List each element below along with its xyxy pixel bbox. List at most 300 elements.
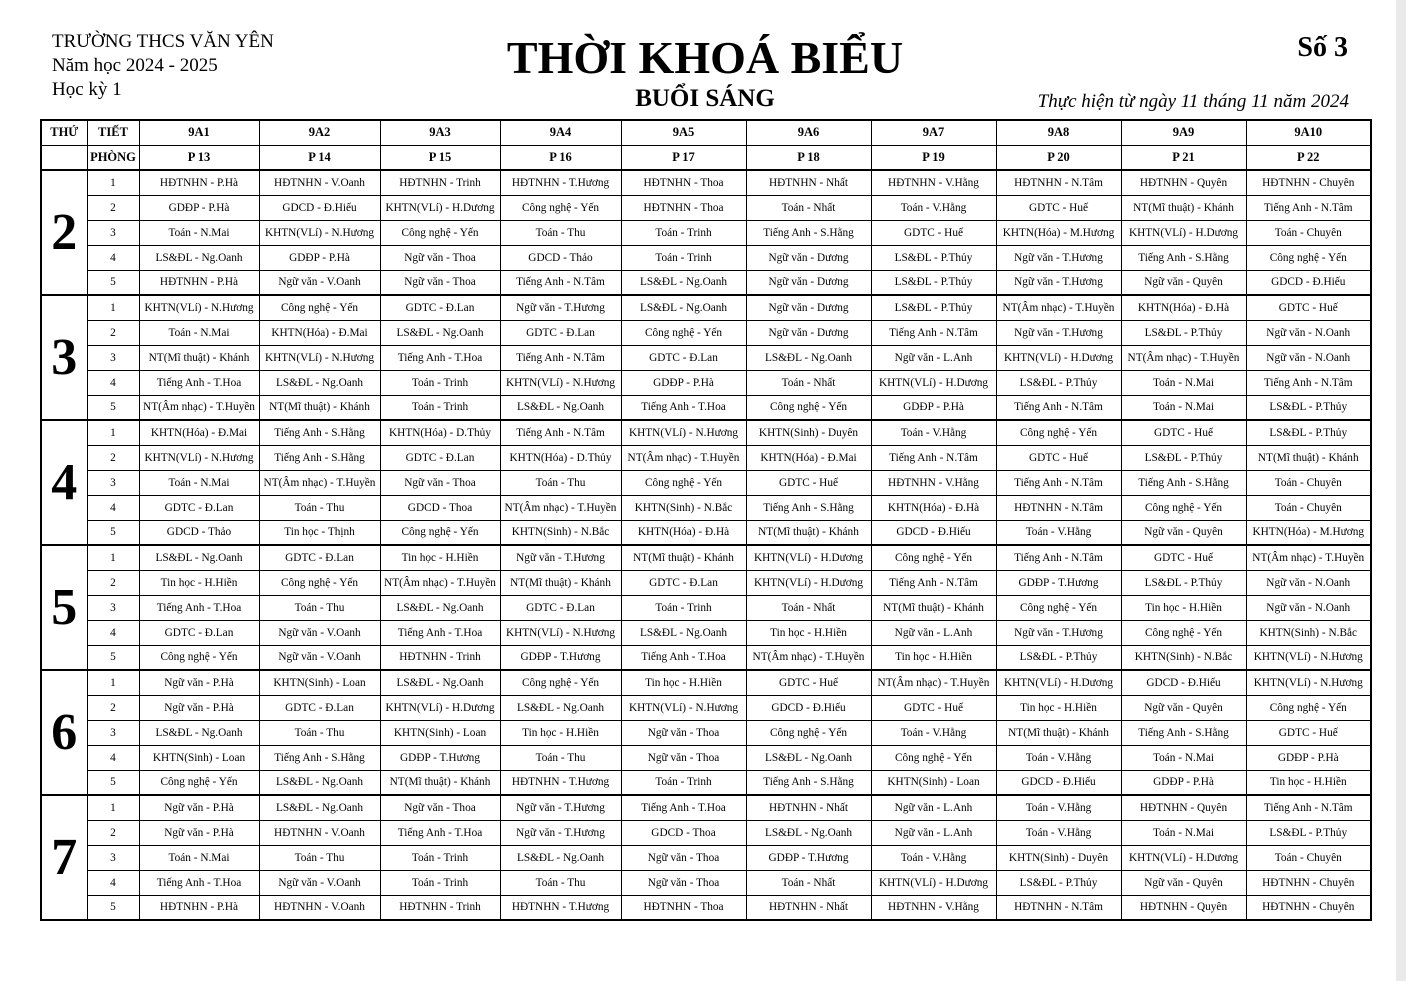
lesson-cell: GDĐP - P.Hà: [1246, 745, 1371, 770]
lesson-cell: NT(Mĩ thuật) - Khánh: [259, 395, 380, 420]
lesson-cell: Toán - V.Hằng: [871, 845, 996, 870]
lesson-cell: GDTC - Huế: [871, 695, 996, 720]
lesson-cell: KHTN(Hóa) - Đ.Mai: [139, 420, 259, 445]
lesson-cell: NT(Mĩ thuật) - Khánh: [746, 520, 871, 545]
room-header: P 20: [996, 145, 1121, 170]
lesson-cell: Ngữ văn - L.Anh: [871, 795, 996, 820]
lesson-cell: GDTC - Huế: [746, 670, 871, 695]
lesson-cell: GDĐP - P.Hà: [259, 245, 380, 270]
lesson-cell: Toán - Trinh: [380, 395, 500, 420]
lesson-cell: Ngữ văn - Quyên: [1121, 870, 1246, 895]
lesson-cell: Ngữ văn - Thoa: [380, 270, 500, 295]
period-number: 5: [87, 270, 139, 295]
timetable: [40, 119, 1372, 921]
lesson-cell: Công nghệ - Yến: [996, 420, 1121, 445]
lesson-cell: Ngữ văn - N.Oanh: [1246, 595, 1371, 620]
room-header: P 17: [621, 145, 746, 170]
period-number: 3: [87, 845, 139, 870]
period-number: 2: [87, 445, 139, 470]
period-number: 5: [87, 645, 139, 670]
lesson-cell: Tin học - H.Hiền: [500, 720, 621, 745]
lesson-cell: HĐTNHN - V.Hằng: [871, 470, 996, 495]
table-row: [41, 795, 1371, 820]
lesson-cell: Tiếng Anh - S.Hằng: [259, 445, 380, 470]
lesson-cell: Tiếng Anh - S.Hằng: [1121, 245, 1246, 270]
lesson-cell: Công nghệ - Yến: [1246, 245, 1371, 270]
lesson-cell: Toán - V.Hằng: [871, 195, 996, 220]
table-row: [41, 570, 1371, 595]
lesson-cell: NT(Âm nhạc) - T.Huyền: [871, 670, 996, 695]
lesson-cell: Ngữ văn - T.Hương: [500, 295, 621, 320]
period-number: 4: [87, 245, 139, 270]
lesson-cell: LS&ĐL - P.Thủy: [1246, 395, 1371, 420]
lesson-cell: GDĐP - P.Hà: [139, 195, 259, 220]
lesson-cell: KHTN(VLí) - H.Dương: [1121, 845, 1246, 870]
lesson-cell: LS&ĐL - P.Thủy: [996, 870, 1121, 895]
lesson-cell: GDTC - Huế: [996, 445, 1121, 470]
lesson-cell: Toán - Trinh: [380, 870, 500, 895]
lesson-cell: Tiếng Anh - S.Hằng: [259, 420, 380, 445]
lesson-cell: Toán - N.Mai: [1121, 395, 1246, 420]
lesson-cell: Toán - Trinh: [621, 220, 746, 245]
lesson-cell: Toán - Thu: [259, 720, 380, 745]
lesson-cell: KHTN(Hóa) - M.Hương: [1246, 520, 1371, 545]
lesson-cell: GDTC - Huế: [871, 220, 996, 245]
lesson-cell: KHTN(VLí) - H.Dương: [996, 345, 1121, 370]
lesson-cell: KHTN(Hóa) - Đ.Hà: [871, 495, 996, 520]
period-number: 1: [87, 795, 139, 820]
day-label: 3: [41, 295, 87, 420]
lesson-cell: HĐTNHN - P.Hà: [139, 895, 259, 920]
lesson-cell: Toán - V.Hằng: [996, 820, 1121, 845]
lesson-cell: KHTN(VLí) - N.Hương: [500, 620, 621, 645]
period-number: 5: [87, 895, 139, 920]
lesson-cell: Công nghệ - Yến: [1246, 695, 1371, 720]
lesson-cell: Ngữ văn - T.Hương: [996, 270, 1121, 295]
lesson-cell: Toán - Thu: [259, 495, 380, 520]
period-number: 1: [87, 420, 139, 445]
table-row: [41, 845, 1371, 870]
lesson-cell: LS&ĐL - P.Thủy: [996, 370, 1121, 395]
lesson-cell: KHTN(Sinh) - N.Bắc: [1246, 620, 1371, 645]
school-year: Năm học 2024 - 2025: [52, 55, 218, 76]
lesson-cell: LS&ĐL - P.Thủy: [1246, 820, 1371, 845]
lesson-cell: Ngữ văn - Thoa: [621, 845, 746, 870]
lesson-cell: LS&ĐL - Ng.Oanh: [621, 270, 746, 295]
lesson-cell: GDTC - Đ.Lan: [139, 620, 259, 645]
lesson-cell: Tin học - H.Hiền: [380, 545, 500, 570]
lesson-cell: NT(Âm nhạc) - T.Huyền: [259, 470, 380, 495]
lesson-cell: Ngữ văn - V.Oanh: [259, 870, 380, 895]
lesson-cell: GDCD - Đ.Hiếu: [259, 195, 380, 220]
table-row: [41, 270, 1371, 295]
lesson-cell: Toán - N.Mai: [139, 470, 259, 495]
table-row: [41, 195, 1371, 220]
lesson-cell: HĐTNHN - Chuyên: [1246, 895, 1371, 920]
lesson-cell: Toán - N.Mai: [139, 220, 259, 245]
period-number: 2: [87, 195, 139, 220]
lesson-cell: Tiếng Anh - S.Hằng: [746, 220, 871, 245]
lesson-cell: Toán - V.Hằng: [871, 420, 996, 445]
lesson-cell: KHTN(VLí) - N.Hương: [1246, 670, 1371, 695]
lesson-cell: Tiếng Anh - N.Tâm: [500, 345, 621, 370]
lesson-cell: HĐTNHN - Quyên: [1121, 895, 1246, 920]
period-number: 4: [87, 745, 139, 770]
class-header: 9A7: [871, 120, 996, 145]
lesson-cell: LS&ĐL - Ng.Oanh: [621, 295, 746, 320]
lesson-cell: NT(Mĩ thuật) - Khánh: [996, 720, 1121, 745]
lesson-cell: HĐTNHN - Chuyên: [1246, 870, 1371, 895]
lesson-cell: Ngữ văn - P.Hà: [139, 820, 259, 845]
lesson-cell: KHTN(Sinh) - Loan: [380, 720, 500, 745]
lesson-cell: LS&ĐL - P.Thủy: [1121, 570, 1246, 595]
room-header: P 15: [380, 145, 500, 170]
lesson-cell: Ngữ văn - Thoa: [621, 720, 746, 745]
lesson-cell: KHTN(Hóa) - Đ.Mai: [259, 320, 380, 345]
lesson-cell: HĐTNHN - N.Tâm: [996, 895, 1121, 920]
lesson-cell: Ngữ văn - V.Oanh: [259, 645, 380, 670]
effective-date: Thực hiện từ ngày 11 tháng 11 năm 2024: [1037, 91, 1349, 112]
lesson-cell: Toán - N.Mai: [1121, 745, 1246, 770]
lesson-cell: Ngữ văn - Quyên: [1121, 520, 1246, 545]
lesson-cell: HĐTNHN - Thoa: [621, 195, 746, 220]
lesson-cell: Công nghệ - Yến: [139, 645, 259, 670]
lesson-cell: Tiếng Anh - N.Tâm: [996, 470, 1121, 495]
lesson-cell: GDTC - Đ.Lan: [500, 320, 621, 345]
table-row: [41, 320, 1371, 345]
lesson-cell: HĐTNHN - Nhất: [746, 895, 871, 920]
day-label: 4: [41, 420, 87, 545]
lesson-cell: Tiếng Anh - T.Hoa: [139, 870, 259, 895]
lesson-cell: LS&ĐL - P.Thủy: [1121, 320, 1246, 345]
room-header: P 19: [871, 145, 996, 170]
page-title: THỜI KHOÁ BIỂU: [506, 32, 904, 83]
lesson-cell: Tin học - Thịnh: [259, 520, 380, 545]
lesson-cell: GDTC - Đ.Lan: [621, 345, 746, 370]
table-row: [41, 495, 1371, 520]
table-row: [41, 770, 1371, 795]
header-period: TIẾT: [87, 120, 139, 145]
lesson-cell: Toán - Nhất: [746, 370, 871, 395]
lesson-cell: Ngữ văn - Thoa: [380, 470, 500, 495]
lesson-cell: LS&ĐL - Ng.Oanh: [380, 320, 500, 345]
lesson-cell: LS&ĐL - P.Thủy: [871, 295, 996, 320]
lesson-cell: HĐTNHN - T.Hương: [500, 770, 621, 795]
period-number: 4: [87, 495, 139, 520]
lesson-cell: Tiếng Anh - S.Hằng: [746, 770, 871, 795]
school-name: TRƯỜNG THCS VĂN YÊN: [52, 31, 274, 52]
lesson-cell: NT(Mĩ thuật) - Khánh: [380, 770, 500, 795]
lesson-cell: GDTC - Huế: [996, 195, 1121, 220]
lesson-cell: Toán - V.Hằng: [996, 795, 1121, 820]
lesson-cell: KHTN(VLí) - N.Hương: [139, 445, 259, 470]
lesson-cell: HĐTNHN - Trinh: [380, 895, 500, 920]
lesson-cell: Ngữ văn - L.Anh: [871, 345, 996, 370]
lesson-cell: KHTN(Hóa) - Đ.Mai: [746, 445, 871, 470]
lesson-cell: Tin học - H.Hiền: [139, 570, 259, 595]
lesson-cell: HĐTNHN - Thoa: [621, 895, 746, 920]
lesson-cell: Công nghệ - Yến: [621, 320, 746, 345]
lesson-cell: Ngữ văn - V.Oanh: [259, 620, 380, 645]
period-number: 5: [87, 770, 139, 795]
period-number: 2: [87, 320, 139, 345]
room-header: P 21: [1121, 145, 1246, 170]
lesson-cell: Toán - Trinh: [380, 370, 500, 395]
document-number: Số 3: [1297, 32, 1348, 63]
day-label: 6: [41, 670, 87, 795]
lesson-cell: LS&ĐL - Ng.Oanh: [139, 245, 259, 270]
lesson-cell: Toán - Chuyên: [1246, 220, 1371, 245]
lesson-cell: HĐTNHN - V.Oanh: [259, 820, 380, 845]
lesson-cell: Tin học - H.Hiền: [1121, 595, 1246, 620]
lesson-cell: KHTN(VLí) - H.Dương: [996, 670, 1121, 695]
lesson-cell: Công nghệ - Yến: [871, 545, 996, 570]
lesson-cell: Tin học - H.Hiền: [621, 670, 746, 695]
lesson-cell: GDTC - Huế: [746, 470, 871, 495]
lesson-cell: LS&ĐL - Ng.Oanh: [500, 395, 621, 420]
lesson-cell: HĐTNHN - N.Tâm: [996, 495, 1121, 520]
lesson-cell: HĐTNHN - V.Hằng: [871, 170, 996, 195]
lesson-cell: Công nghệ - Yến: [996, 595, 1121, 620]
lesson-cell: GDTC - Đ.Lan: [259, 545, 380, 570]
lesson-cell: KHTN(Sinh) - Duyên: [746, 420, 871, 445]
lesson-cell: Ngữ văn - T.Hương: [500, 820, 621, 845]
semester: Học kỳ 1: [52, 79, 122, 100]
lesson-cell: Tin học - H.Hiền: [871, 645, 996, 670]
lesson-cell: HĐTNHN - Trinh: [380, 170, 500, 195]
lesson-cell: Toán - Thu: [500, 745, 621, 770]
lesson-cell: Tiếng Anh - S.Hằng: [746, 495, 871, 520]
lesson-cell: KHTN(VLí) - H.Dương: [380, 695, 500, 720]
table-row: [41, 345, 1371, 370]
table-row: [41, 370, 1371, 395]
lesson-cell: GDTC - Đ.Lan: [259, 695, 380, 720]
period-number: 2: [87, 820, 139, 845]
lesson-cell: KHTN(VLí) - N.Hương: [500, 370, 621, 395]
lesson-cell: Ngữ văn - P.Hà: [139, 795, 259, 820]
lesson-cell: GDĐP - P.Hà: [621, 370, 746, 395]
lesson-cell: Toán - Trinh: [621, 245, 746, 270]
lesson-cell: NT(Mĩ thuật) - Khánh: [621, 545, 746, 570]
lesson-cell: LS&ĐL - Ng.Oanh: [746, 820, 871, 845]
lesson-cell: Công nghệ - Yến: [746, 395, 871, 420]
room-header: P 22: [1246, 145, 1371, 170]
lesson-cell: LS&ĐL - Ng.Oanh: [139, 545, 259, 570]
lesson-cell: LS&ĐL - Ng.Oanh: [746, 345, 871, 370]
lesson-cell: Ngữ văn - N.Oanh: [1246, 570, 1371, 595]
table-row: [41, 170, 1371, 195]
lesson-cell: Tiếng Anh - N.Tâm: [500, 270, 621, 295]
lesson-cell: LS&ĐL - Ng.Oanh: [746, 745, 871, 770]
lesson-cell: LS&ĐL - Ng.Oanh: [621, 620, 746, 645]
lesson-cell: Tiếng Anh - N.Tâm: [1246, 795, 1371, 820]
lesson-cell: Toán - Nhất: [746, 195, 871, 220]
lesson-cell: KHTN(Sinh) - N.Bắc: [1121, 645, 1246, 670]
lesson-cell: Ngữ văn - N.Oanh: [1246, 345, 1371, 370]
header-row-rooms: [41, 145, 1371, 170]
period-number: 1: [87, 545, 139, 570]
lesson-cell: NT(Mĩ thuật) - Khánh: [1246, 445, 1371, 470]
lesson-cell: Tiếng Anh - T.Hoa: [380, 620, 500, 645]
school-info: [52, 30, 274, 102]
table-row: [41, 720, 1371, 745]
lesson-cell: KHTN(Hóa) - M.Hương: [996, 220, 1121, 245]
class-header: 9A1: [139, 120, 259, 145]
lesson-cell: Toán - Chuyên: [1246, 470, 1371, 495]
table-row: [41, 395, 1371, 420]
lesson-cell: Ngữ văn - T.Hương: [500, 545, 621, 570]
lesson-cell: GDCD - Thoa: [621, 820, 746, 845]
lesson-cell: Công nghệ - Yến: [1121, 495, 1246, 520]
lesson-cell: Ngữ văn - P.Hà: [139, 670, 259, 695]
header-room: PHÒNG: [87, 145, 139, 170]
lesson-cell: NT(Âm nhạc) - T.Huyền: [500, 495, 621, 520]
lesson-cell: Toán - Thu: [500, 870, 621, 895]
lesson-cell: LS&ĐL - Ng.Oanh: [380, 595, 500, 620]
lesson-cell: NT(Mĩ thuật) - Khánh: [1121, 195, 1246, 220]
lesson-cell: Công nghệ - Yến: [621, 470, 746, 495]
lesson-cell: Toán - Chuyên: [1246, 495, 1371, 520]
lesson-cell: KHTN(Hóa) - D.Thủy: [500, 445, 621, 470]
lesson-cell: LS&ĐL - Ng.Oanh: [259, 795, 380, 820]
lesson-cell: LS&ĐL - Ng.Oanh: [500, 695, 621, 720]
lesson-cell: Toán - Thu: [259, 845, 380, 870]
lesson-cell: Tiếng Anh - T.Hoa: [621, 395, 746, 420]
lesson-cell: GDĐP - T.Hương: [996, 570, 1121, 595]
lesson-cell: Ngữ văn - T.Hương: [996, 320, 1121, 345]
lesson-cell: KHTN(VLí) - N.Hương: [1246, 645, 1371, 670]
lesson-cell: Công nghệ - Yến: [139, 770, 259, 795]
lesson-cell: LS&ĐL - P.Thủy: [871, 270, 996, 295]
lesson-cell: KHTN(VLí) - H.Dương: [746, 545, 871, 570]
lesson-cell: NT(Mĩ thuật) - Khánh: [871, 595, 996, 620]
lesson-cell: Toán - Trinh: [380, 845, 500, 870]
lesson-cell: HĐTNHN - P.Hà: [139, 270, 259, 295]
lesson-cell: Ngữ văn - Quyên: [1121, 695, 1246, 720]
lesson-cell: KHTN(VLí) - H.Dương: [871, 370, 996, 395]
lesson-cell: KHTN(VLí) - N.Hương: [621, 420, 746, 445]
period-number: 3: [87, 595, 139, 620]
lesson-cell: GDTC - Đ.Lan: [139, 495, 259, 520]
page-subtitle: BUỔI SÁNG: [635, 85, 775, 112]
table-row: [41, 420, 1371, 445]
lesson-cell: Toán - Thu: [259, 595, 380, 620]
lesson-cell: Toán - N.Mai: [139, 320, 259, 345]
lesson-cell: Toán - Chuyên: [1246, 845, 1371, 870]
table-row: [41, 670, 1371, 695]
lesson-cell: HĐTNHN - V.Oanh: [259, 895, 380, 920]
lesson-cell: Ngữ văn - Quyên: [1121, 270, 1246, 295]
lesson-cell: KHTN(VLí) - N.Hương: [621, 695, 746, 720]
period-number: 3: [87, 720, 139, 745]
class-header: 9A5: [621, 120, 746, 145]
lesson-cell: Tin học - H.Hiền: [996, 695, 1121, 720]
page-edge: [1396, 0, 1406, 981]
lesson-cell: Toán - N.Mai: [1121, 820, 1246, 845]
lesson-cell: Tiếng Anh - T.Hoa: [621, 645, 746, 670]
lesson-cell: Ngữ văn - L.Anh: [871, 820, 996, 845]
class-header: 9A2: [259, 120, 380, 145]
lesson-cell: Tiếng Anh - T.Hoa: [380, 820, 500, 845]
lesson-cell: GDCD - Đ.Hiếu: [996, 770, 1121, 795]
lesson-cell: Công nghệ - Yến: [871, 745, 996, 770]
lesson-cell: KHTN(Sinh) - Loan: [259, 670, 380, 695]
lesson-cell: KHTN(Sinh) - Loan: [139, 745, 259, 770]
lesson-cell: GDTC - Đ.Lan: [621, 570, 746, 595]
lesson-cell: KHTN(Sinh) - N.Bắc: [621, 495, 746, 520]
period-number: 1: [87, 170, 139, 195]
lesson-cell: GDĐP - P.Hà: [871, 395, 996, 420]
lesson-cell: Tiếng Anh - N.Tâm: [500, 420, 621, 445]
lesson-cell: Ngữ văn - Dương: [746, 245, 871, 270]
lesson-cell: Ngữ văn - Thoa: [380, 245, 500, 270]
lesson-cell: HĐTNHN - V.Oanh: [259, 170, 380, 195]
lesson-cell: LS&ĐL - Ng.Oanh: [259, 770, 380, 795]
lesson-cell: Toán - V.Hằng: [996, 520, 1121, 545]
lesson-cell: Toán - Thu: [500, 220, 621, 245]
lesson-cell: GDCD - Thảo: [139, 520, 259, 545]
period-number: 1: [87, 670, 139, 695]
lesson-cell: HĐTNHN - Thoa: [621, 170, 746, 195]
lesson-cell: GDĐP - T.Hương: [380, 745, 500, 770]
period-number: 3: [87, 220, 139, 245]
lesson-cell: LS&ĐL - P.Thủy: [1246, 420, 1371, 445]
lesson-cell: Công nghệ - Yến: [746, 720, 871, 745]
day-label: 5: [41, 545, 87, 670]
lesson-cell: HĐTNHN - Chuyên: [1246, 170, 1371, 195]
lesson-cell: GDCD - Thoa: [380, 495, 500, 520]
lesson-cell: KHTN(Hóa) - Đ.Hà: [1121, 295, 1246, 320]
lesson-cell: NT(Âm nhạc) - T.Huyền: [139, 395, 259, 420]
room-header: P 18: [746, 145, 871, 170]
lesson-cell: Công nghệ - Yến: [500, 670, 621, 695]
class-header: 9A10: [1246, 120, 1371, 145]
lesson-cell: Toán - V.Hằng: [871, 720, 996, 745]
lesson-cell: Công nghệ - Yến: [500, 195, 621, 220]
lesson-cell: KHTN(VLí) - N.Hương: [259, 345, 380, 370]
lesson-cell: KHTN(Sinh) - Duyên: [996, 845, 1121, 870]
period-number: 3: [87, 470, 139, 495]
lesson-cell: Tiếng Anh - N.Tâm: [871, 445, 996, 470]
room-header: P 16: [500, 145, 621, 170]
table-row: [41, 295, 1371, 320]
period-number: 4: [87, 620, 139, 645]
lesson-cell: Công nghệ - Yến: [1121, 620, 1246, 645]
lesson-cell: LS&ĐL - Ng.Oanh: [139, 720, 259, 745]
period-number: 5: [87, 520, 139, 545]
class-header: 9A4: [500, 120, 621, 145]
class-header: 9A6: [746, 120, 871, 145]
lesson-cell: Ngữ văn - Thoa: [621, 745, 746, 770]
lesson-cell: Tiếng Anh - N.Tâm: [871, 320, 996, 345]
lesson-cell: GDĐP - P.Hà: [1121, 770, 1246, 795]
lesson-cell: Toán - N.Mai: [1121, 370, 1246, 395]
lesson-cell: HĐTNHN - N.Tâm: [996, 170, 1121, 195]
table-row: [41, 620, 1371, 645]
lesson-cell: HĐTNHN - T.Hương: [500, 895, 621, 920]
day-label: 2: [41, 170, 87, 295]
lesson-cell: Tin học - H.Hiền: [746, 620, 871, 645]
lesson-cell: GDĐP - T.Hương: [500, 645, 621, 670]
lesson-cell: KHTN(VLí) - H.Dương: [1121, 220, 1246, 245]
lesson-cell: GDTC - Huế: [1121, 420, 1246, 445]
lesson-cell: HĐTNHN - V.Hằng: [871, 895, 996, 920]
lesson-cell: Toán - Nhất: [746, 595, 871, 620]
class-header: 9A9: [1121, 120, 1246, 145]
lesson-cell: KHTN(Hóa) - Đ.Hà: [621, 520, 746, 545]
table-row: [41, 520, 1371, 545]
header-blank: [41, 145, 87, 170]
